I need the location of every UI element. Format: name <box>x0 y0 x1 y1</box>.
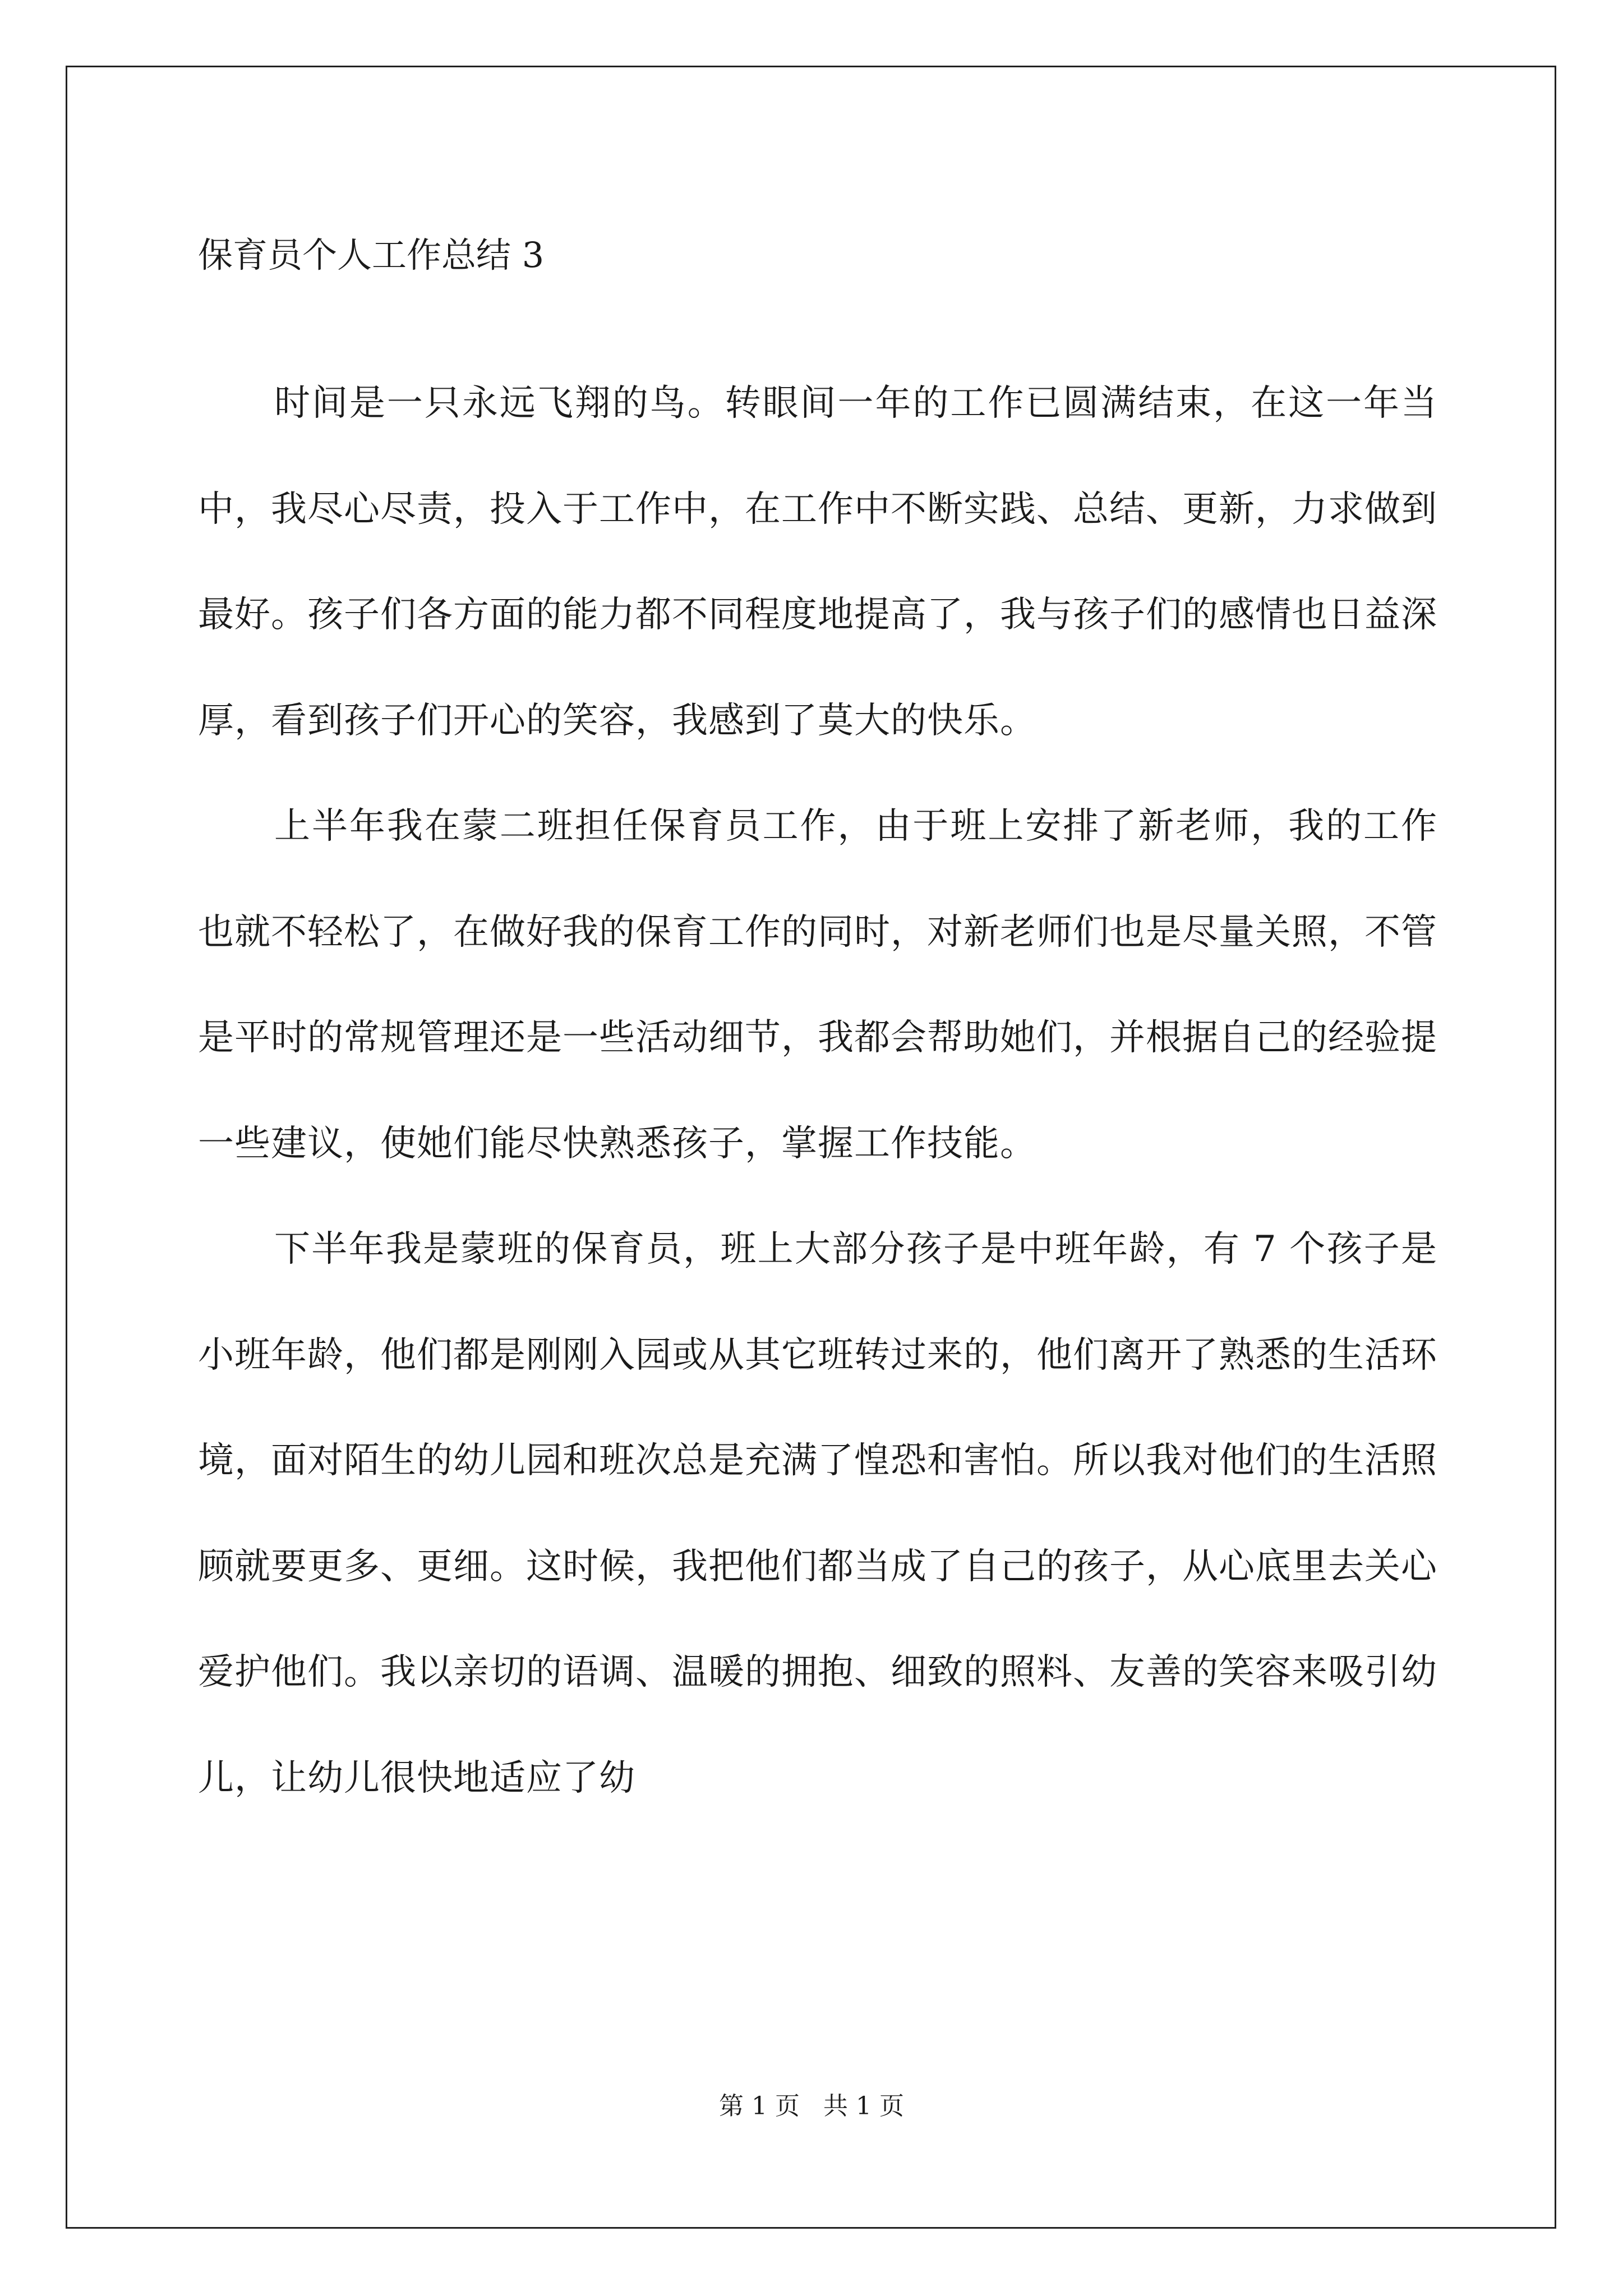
paragraph-3: 下半年我是蒙班的保育员，班上大部分孩子是中班年龄，有 7 个孩子是小班年龄，他们都是刚刚入园或从其它班转过来的，他们离开了熟悉的生活环境，面对陌生的幼儿园和班次总是充满了惶恐和害怕。所以我对他们的生活照顾就要更多、更细。这时候，我把他们都当成了自己的孩子，从心底里去关心爱护他们。我以亲切的语调、温暖的拥抱、细致的照料、友善的笑容来吸引幼儿，让幼儿很快地适应了幼 <box>198 1228 1437 1799</box>
paragraph-1: 时间是一只永远飞翔的鸟。转眼间一年的工作已圆满结束，在这一年当中，我尽心尽责，投入于工作中，在工作中不断实践、总结、更新，力求做到最好。孩子们各方面的能力都不同程度地提高了，我与孩子们的感情也日益深厚，看到孩子们开心的笑容，我感到了莫大的快乐。 <box>198 383 1437 742</box>
document-title: 保育员个人工作总结 3 <box>198 234 545 275</box>
paragraph-2: 上半年我在蒙二班担任保育员工作，由于班上安排了新老师，我的工作也就不轻松了，在做好我的保育工作的同时，对新老师们也是尽量关照，不管是平时的常规管理还是一些活动细节，我都会帮助她们，并根据自己的经验提一些建议，使她们能尽快熟悉孩子，掌握工作技能。 <box>198 806 1437 1165</box>
document-body <box>198 216 1437 1831</box>
page-footer: 第 1 页 共 1 页 <box>719 2092 904 2120</box>
